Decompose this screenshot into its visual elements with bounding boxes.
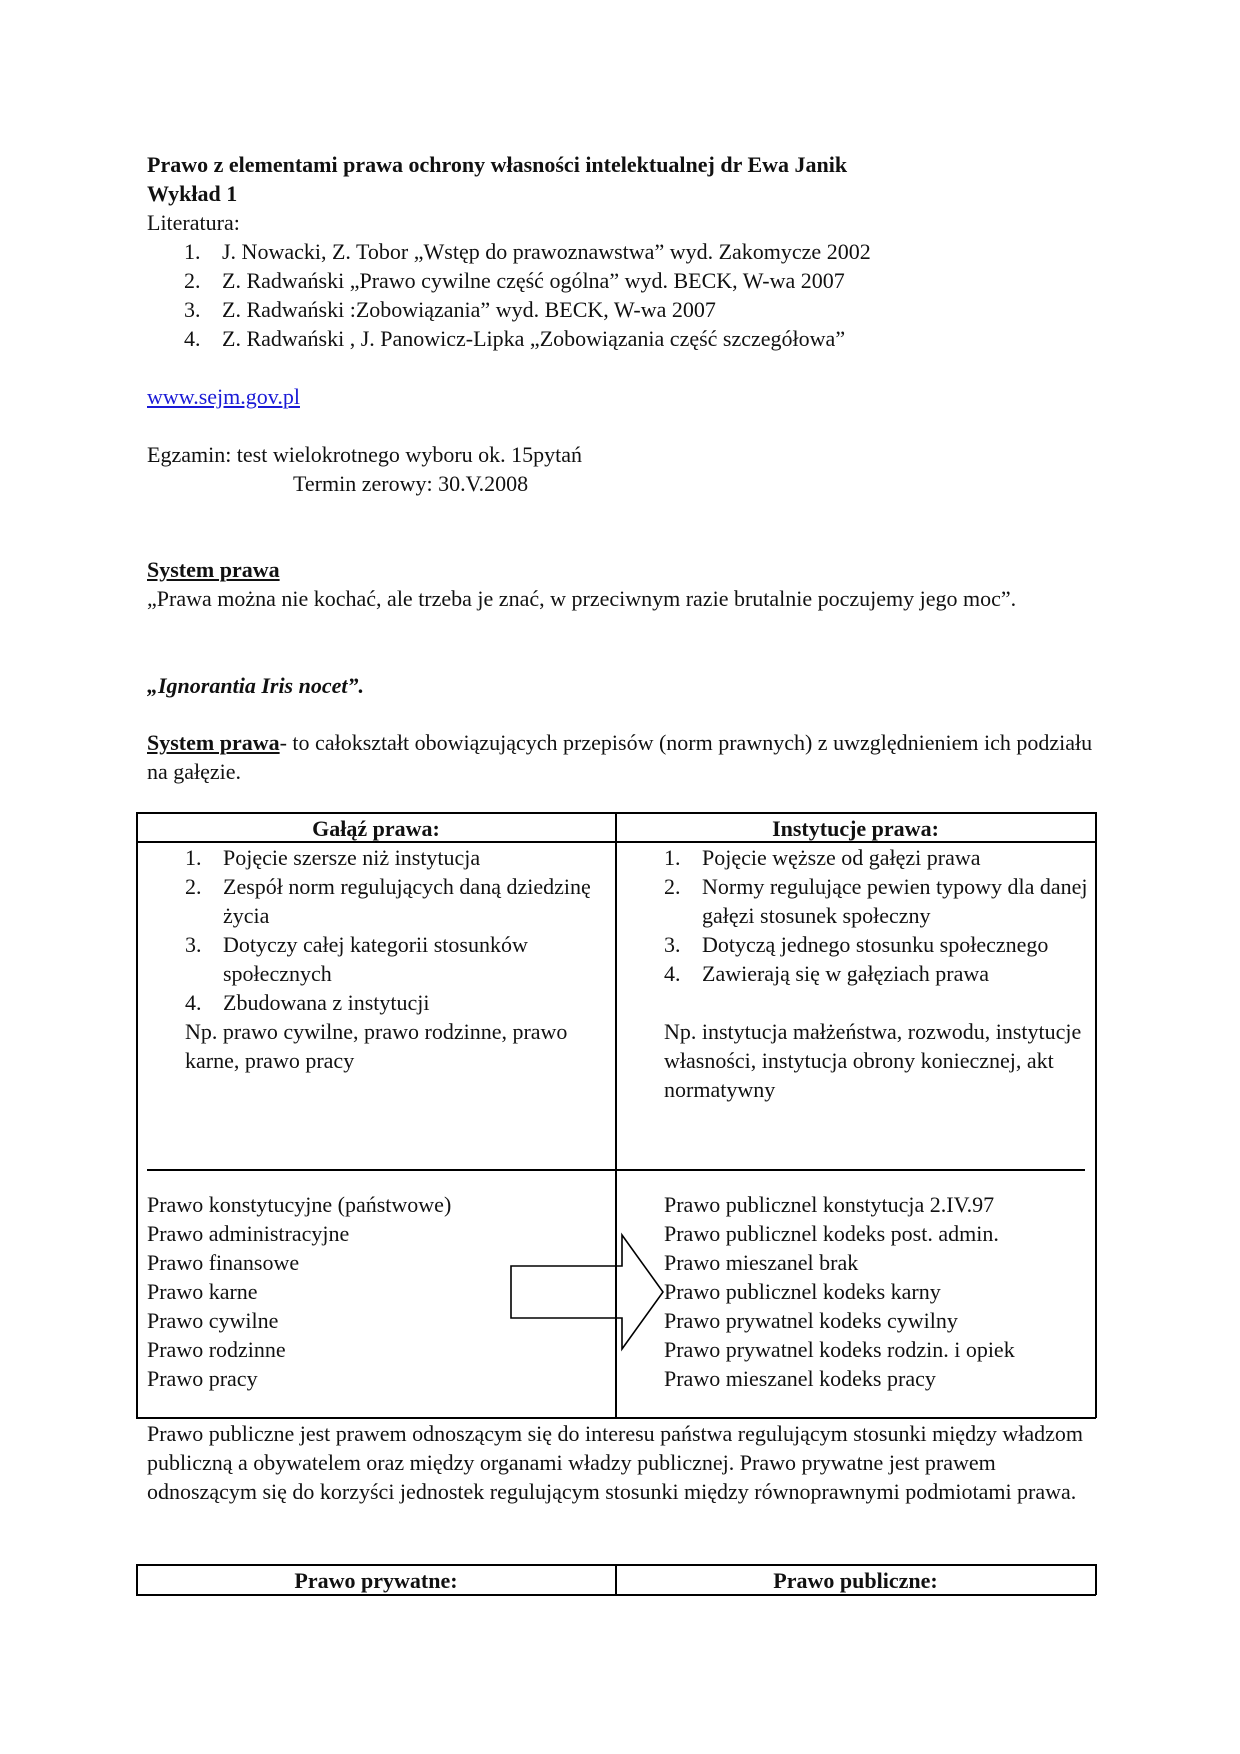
exam-date: Termin zerowy: 30.V.2008 xyxy=(293,471,529,496)
definition-text: - to całokształt obowiązujących przepisów (norm prawnych) z uwzględnieniem ich podziału na gałęzie. xyxy=(147,730,1093,784)
item-number: 3. xyxy=(185,932,202,957)
list-item xyxy=(184,324,1084,353)
branch-item: Prawo administracyjne xyxy=(147,1221,350,1246)
branch-features-list xyxy=(185,843,595,1017)
item-text: Pojęcie węższe od gałęzi prawa xyxy=(702,845,981,870)
institution-features-list xyxy=(664,843,1089,988)
list-item xyxy=(185,843,595,872)
literature-list xyxy=(184,237,1084,353)
item-number: 2. xyxy=(185,874,202,899)
table-border xyxy=(1095,1564,1097,1595)
mapping-item: Prawo mieszanel kodeks pracy xyxy=(664,1366,936,1391)
item-text: Zawierają się w gałęziach prawa xyxy=(702,961,990,986)
list-item xyxy=(185,930,595,988)
branch-item: Prawo pracy xyxy=(147,1366,258,1391)
table-border xyxy=(136,812,138,1418)
literature-label: Literatura: xyxy=(147,210,240,235)
list-item xyxy=(185,988,595,1017)
branch-item: Prawo konstytucyjne (państwowe) xyxy=(147,1192,452,1217)
item-number: 1. xyxy=(664,845,681,870)
item-number: 3. xyxy=(184,297,201,322)
mapping-item: Prawo mieszanel brak xyxy=(664,1250,859,1275)
item-number: 4. xyxy=(184,326,201,351)
branch-item: Prawo finansowe xyxy=(147,1250,300,1275)
list-item xyxy=(184,295,1084,324)
item-number: 1. xyxy=(184,239,201,264)
exam-info: Egzamin: test wielokrotnego wyboru ok. 15pytań xyxy=(147,442,583,467)
item-text: J. Nowacki, Z. Tobor „Wstęp do prawoznawstwa” wyd. Zakomycze 2002 xyxy=(222,239,871,264)
public-private-paragraph: Prawo publiczne jest prawem odnoszącym się do interesu państwa regulującym stosunki między władzom publiczną a obywatelem oraz między organami władzy publicznej. Prawo prywatne jest prawem odnoszącym się do korzyści jednostek regulującym stosunki między równoprawnymi podmiotami prawa. xyxy=(147,1421,1083,1504)
branch-item: Prawo rodzinne xyxy=(147,1337,286,1362)
item-number: 4. xyxy=(664,961,681,986)
list-item xyxy=(184,237,1084,266)
mapping-item: Prawo publicznel kodeks post. admin. xyxy=(664,1221,999,1246)
mapping-item: Prawo publicznel konstytucja 2.IV.97 xyxy=(664,1192,995,1217)
institution-example: Np. instytucja małżeństwa, rozwodu, instytucje własności, instytucja obrony koniecznej, akt normatywny xyxy=(664,1019,1082,1102)
latin-maxim: „Ignorantia Iris nocet”. xyxy=(147,673,364,698)
item-text: Z. Radwański :Zobowiązania” wyd. BECK, W-wa 2007 xyxy=(222,297,716,322)
list-item xyxy=(664,872,1089,930)
item-text: Dotyczą jednego stosunku społecznego xyxy=(702,932,1049,957)
item-text: Pojęcie szersze niż instytucja xyxy=(223,845,481,870)
item-text: Zespół norm regulujących daną dziedzinę życia xyxy=(223,874,591,928)
item-text: Dotyczy całej kategorii stosunków społecznych xyxy=(223,932,528,986)
public-law-header: Prawo publiczne: xyxy=(773,1568,938,1593)
mapping-item: Prawo publicznel kodeks karny xyxy=(664,1279,941,1304)
sejm-link[interactable]: www.sejm.gov.pl xyxy=(147,384,300,409)
private-law-header: Prawo prywatne: xyxy=(294,1568,458,1593)
item-text: Z. Radwański „Prawo cywilne część ogólna” wyd. BECK, W-wa 2007 xyxy=(222,268,845,293)
item-number: 2. xyxy=(184,268,201,293)
item-text: Normy regulujące pewien typowy dla danej gałęzi stosunek społeczny xyxy=(702,874,1088,928)
branch-example: Np. prawo cywilne, prawo rodzinne, prawo karne, prawo pracy xyxy=(185,1019,568,1073)
branch-header: Gałąź prawa: xyxy=(312,816,440,841)
list-item xyxy=(664,843,1089,872)
mapping-item: Prawo prywatnel kodeks cywilny xyxy=(664,1308,958,1333)
table-border xyxy=(1095,812,1097,1418)
item-number: 1. xyxy=(185,845,202,870)
definition-paragraph xyxy=(147,728,1097,786)
item-number: 4. xyxy=(185,990,202,1015)
list-item xyxy=(664,930,1089,959)
list-item xyxy=(185,872,595,930)
definition-term: System prawa xyxy=(147,730,280,755)
mapping-item: Prawo prywatnel kodeks rodzin. i opiek xyxy=(664,1337,1015,1362)
table-divider xyxy=(147,1169,1085,1171)
item-text: Z. Radwański , J. Panowicz-Lipka „Zobowiązania część szczegółowa” xyxy=(222,326,846,351)
list-item xyxy=(664,959,1089,988)
lecture-number: Wykład 1 xyxy=(147,181,238,206)
item-number: 2. xyxy=(664,874,681,899)
item-text: Zbudowana z instytucji xyxy=(223,990,430,1015)
branch-item: Prawo karne xyxy=(147,1279,258,1304)
quote-text: „Prawa można nie kochać, ale trzeba je znać, w przeciwnym razie brutalnie poczujemy jego moc”. xyxy=(147,586,1017,611)
section-heading: System prawa xyxy=(147,557,280,582)
institution-header: Instytucje prawa: xyxy=(772,816,939,841)
branch-item: Prawo cywilne xyxy=(147,1308,279,1333)
document-title: Prawo z elementami prawa ochrony własności intelektualnej dr Ewa Janik xyxy=(147,152,848,177)
right-arrow-icon xyxy=(505,1232,665,1352)
item-number: 3. xyxy=(664,932,681,957)
list-item xyxy=(184,266,1084,295)
law-mapping-list xyxy=(664,1190,1089,1393)
